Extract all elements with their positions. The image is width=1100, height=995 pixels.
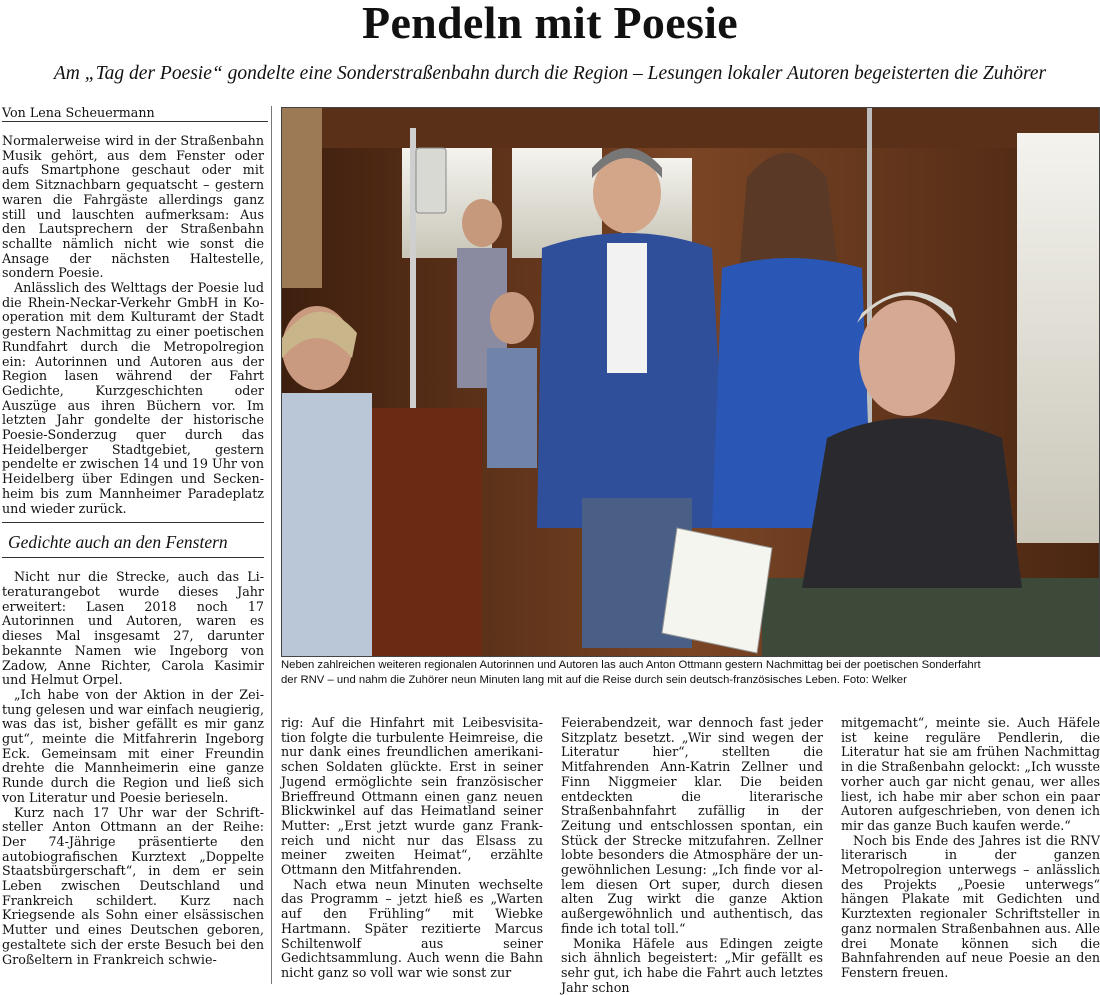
paragraph: rig: Auf die Hinfahrt mit Leibesvisitation folgte die turbulente Heimreise, die nur dank eines freundlichen amerikanischen Soldaten glückte. Erst in seiner Jugend ermöglichte sein französischer Brieffreund Ottmann einen ganz neuen Blickwinkel auf das Heimatland seiner Mutter: „Erst jetzt wurde ganz Frankreich und nicht nur das Elsass zu meiner zweiten Heimat“, erzählte Ottmann den Mitfahrenden. (281, 715, 543, 878)
byline: Von Lena Scheuermann (2, 106, 268, 122)
photo-caption (281, 658, 1100, 688)
column-2 (281, 716, 543, 981)
paragraph: Kurz nach 17 Uhr war der Schriftsteller Anton Ottmann an der Reihe: Der 74-Jährige präsentierte den autobiografischen Kurztext „Doppelte Staatsbürgerschaft“, in dem er sein Leben zwischen Deutschland und Frankreich schildert. Kurz nach Kriegsende als Sohn einer elsässischen Mutter und eines Deutschen geboren, gestaltete sich der erste Besuch bei den Großeltern in Frankreich schwie- (2, 804, 264, 967)
paragraph: Anlässlich des Welttags der Poesie lud die Rhein-Neckar-Verkehr GmbH in Kooperation mit dem Kulturamt der Stadt gestern Nachmittag zu einer poetischen Rundfahrt durch die Metropolregion ein: Autorinnen und Autoren aus der Region lasen während der Fahrt Gedichte, Kurzgeschichten oder Auszüge aus ihren Büchern vor. Im letzten Jahr gondelte der historische Poesie-Sonderzug quer durch das Heidelberger Stadtgebiet, gestern pendelte er zwischen 14 und 19 Uhr von Heidelberg über Edingen und Seckenheim bis zum Mannheimer Paradeplatz und wieder zurück. (2, 280, 264, 516)
column-3 (561, 716, 823, 995)
paragraph: Monika Häfele aus Edingen zeigte sich ähnlich begeistert: „Mir gefällt es sehr gut, ich habe die Fahrt auch letztes Jahr schon (561, 935, 823, 995)
paragraph: „Ich habe von der Aktion in der Zeitung gelesen und war einfach neugierig, was das ist, bisher gefällt es mir ganz gut“, meinte die Mitfahrerin Ingeborg Eck. Gemeinsam mit einer Freundin drehte die Mannheimerin eine ganze Runde durch die Region und ließ sich von Literatur und Poesie berieseln. (2, 686, 264, 805)
intro-text (2, 134, 264, 516)
paragraph: Nach etwa neun Minuten wechselte das Programm – jetzt hieß es „Warten auf den Frühling“ mit Wiebke Hartmann. Später rezitierte Marcus Schiltenwolf aus seiner Gedichtsammlung. Auch wenn die Bahn nicht ganz so voll war wie sonst zur (281, 876, 543, 980)
column-4 (841, 716, 1100, 981)
tram-interior-photo (281, 107, 1100, 657)
column-divider (271, 106, 272, 984)
headline: Pendeln mit Poesie (362, 0, 738, 48)
subheading-rule-bottom (2, 557, 264, 558)
subheadline: Am „Tag der Poesie“ gondelte eine Sonderstraßenbahn durch die Region – Lesungen lokaler Autoren begeisterten die Zuhörer (53, 63, 1047, 84)
subheading-rule-top (2, 522, 264, 523)
paragraph: Noch bis Ende des Jahres ist die RNV literarisch in der ganzen Metropolregion unterwegs – anlässlich des Projekts „Poesie unterwegs“ hängen Plakate mit Gedichten und Kurztexten regionaler Schriftsteller in ganz normalen Straßenbahnen aus. Alle drei Monate können sich die Bahnfahrenden auf neue Poesie an den Fenstern freuen. (841, 832, 1100, 980)
paragraph: Nicht nur die Strecke, auch das Literaturangebot wurde dieses Jahr erweitert: Lasen 2018 noch 17 Autorinnen und Autoren, waren es dieses Mal insgesamt 27, darunter bekannte Namen wie Ingeborg von Zadow, Anne Richter, Carola Kasimir und Helmut Orpel. (2, 569, 264, 688)
subheading: Gedichte auch an den Fenstern (8, 532, 228, 553)
paragraph: Feierabendzeit, war dennoch fast jeder Sitzplatz besetzt. „Wir sind wegen der Literatur hier“, stellten die Mitfahrenden Ann-Katrin Zellner und Finn Niggmeier klar. Die beiden entdeckten die literarische Straßenbahnfahrt zufällig in der Zeitung und entschlossen spontan, ein Stück der Strecke mitzufahren. Zellner lobte besonders die Atmosphäre der ungewöhnlichen Lesung: „Ich finde vor allem diesen Ort super, durch diesen alten Zug wirkt die ganze Aktion außergewöhnlich und authentisch, das finde ich total toll.“ (561, 715, 823, 936)
caption-line: der RNV – und nahm die Zuhörer neun Minuten lang mit auf die Reise durch sein deutsch-französisches Leben. Foto: Welker (281, 674, 907, 686)
caption-line: Neben zahlreichen weiteren regionalen Autorinnen und Autoren las auch Anton Ottmann gestern Nachmittag bei der poetischen Sonderfahrt (281, 659, 981, 671)
column-1 (2, 106, 264, 967)
paragraph: mitgemacht“, meinte sie. Auch Häfele ist keine reguläre Pendlerin, die Literatur hat sie am frühen Nachmittag in die Straßenbahn gelockt: „Ich wusste vorher auch gar nicht genau, wer alles liest, ich habe mir aber schon ein paar Autoren aufgeschrieben, von denen ich mir das ganze Buch kaufen werde.“ (841, 715, 1100, 833)
body-text (2, 570, 264, 967)
paragraph: Normalerweise wird in der Straßenbahn Musik gehört, aus dem Fenster oder aufs Smartphone geschaut oder mit dem Sitznachbarn gequatscht – gestern waren die Fahrgäste allerdings ganz still und lauschten aufmerksam: Aus den Lautsprechern der Straßenbahn schallte nämlich nicht wie sonst die Ansage der nächsten Haltestelle, sondern Poesie. (2, 133, 264, 281)
